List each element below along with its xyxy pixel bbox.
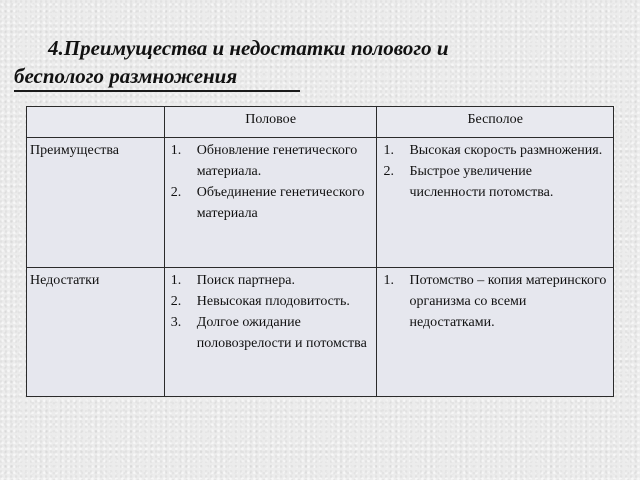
cell-advantages-sexual <box>164 138 377 268</box>
list-item-text: Объединение генетического материала <box>196 185 365 221</box>
table-row-advantages <box>27 138 614 268</box>
row-label-disadvantages: Недостатки <box>27 268 165 397</box>
list-item-text: Поиск партнера. <box>196 273 295 288</box>
list-item-number: 2. <box>170 294 182 309</box>
list-item-text: Высокая скорость размножения. <box>409 143 603 158</box>
list-item-number: 1. <box>383 143 394 158</box>
title-line-1: 4.Преимущества и недостатки полового и <box>48 36 449 60</box>
table-header-row <box>27 107 614 138</box>
list-item-number: 2. <box>170 185 182 200</box>
list-item <box>165 140 371 182</box>
list-item <box>165 312 371 354</box>
list-item-number: 2. <box>383 164 394 179</box>
list-item <box>377 140 607 161</box>
header-asexual: Бесполое <box>377 107 614 138</box>
list-disadvantages-asexual <box>377 268 613 333</box>
list-item-number: 1. <box>170 273 182 288</box>
title-underline <box>14 90 300 92</box>
header-empty-cell <box>27 107 165 138</box>
list-item <box>165 182 371 224</box>
list-item-text: Долгое ожидание половозрелости и потомства <box>196 315 367 351</box>
table-row-disadvantages <box>27 268 614 397</box>
list-item <box>165 291 371 312</box>
list-item-number: 3. <box>170 315 182 330</box>
list-advantages-asexual <box>377 138 613 203</box>
list-item <box>377 161 607 203</box>
list-item <box>377 270 607 333</box>
comparison-table <box>26 106 614 397</box>
title-line-2: бесполого размножения <box>14 64 238 88</box>
list-item-text: Быстрое увеличение численности потомства. <box>409 164 554 200</box>
header-sexual: Половое <box>164 107 377 138</box>
cell-disadvantages-sexual <box>164 268 377 397</box>
list-item-number: 1. <box>383 273 394 288</box>
list-item-text: Невысокая плодовитость. <box>196 294 350 309</box>
cell-advantages-asexual <box>377 138 614 268</box>
list-item-number: 1. <box>170 143 182 158</box>
list-item-text: Потомство – копия материнского организма со всеми недостатками. <box>409 273 607 330</box>
list-disadvantages-sexual <box>165 268 377 354</box>
page-title <box>14 34 614 90</box>
list-item <box>165 270 371 291</box>
list-advantages-sexual <box>165 138 377 224</box>
cell-disadvantages-asexual <box>377 268 614 397</box>
list-item-text: Обновление генетического материала. <box>196 143 358 179</box>
row-label-advantages: Преимущества <box>27 138 165 268</box>
